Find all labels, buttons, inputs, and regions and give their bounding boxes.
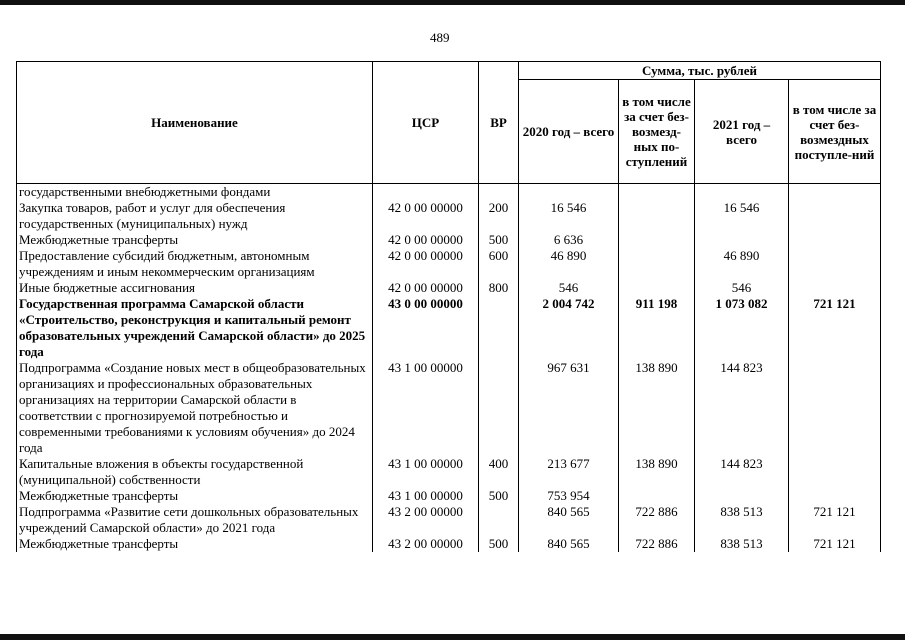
row-csr: 43 1 00 00000: [373, 488, 479, 504]
table-row: [17, 504, 881, 536]
header-csr: ЦСР: [373, 62, 479, 184]
header-2020-total: 2020 год – всего: [519, 80, 619, 184]
row-vr: 400: [479, 456, 519, 488]
row-csr: 42 0 00 00000: [373, 200, 479, 232]
row-2020-free: 138 890: [619, 456, 695, 488]
row-2021-free: [789, 184, 881, 201]
row-2020-total: [519, 184, 619, 201]
row-2020-total: 2 004 742: [519, 296, 619, 360]
row-2020-free: 911 198: [619, 296, 695, 360]
row-2021-free: [789, 456, 881, 488]
row-2020-total: 16 546: [519, 200, 619, 232]
row-csr: 42 0 00 00000: [373, 280, 479, 296]
row-csr: [373, 184, 479, 201]
top-border: [0, 0, 905, 5]
row-csr: 43 0 00 00000: [373, 296, 479, 360]
row-name: Межбюджетные трансферты: [17, 488, 373, 504]
header-2021-total: 2021 год – всего: [695, 80, 789, 184]
table-row: [17, 296, 881, 360]
row-vr: [479, 504, 519, 536]
row-2020-total: 753 954: [519, 488, 619, 504]
row-2021-total: 16 546: [695, 200, 789, 232]
row-2021-total: [695, 184, 789, 201]
row-2020-total: 840 565: [519, 536, 619, 552]
row-2021-total: 838 513: [695, 504, 789, 536]
header-name: Наименование: [17, 62, 373, 184]
row-vr: 500: [479, 232, 519, 248]
row-2021-total: 144 823: [695, 360, 789, 456]
row-2021-free: [789, 488, 881, 504]
row-2020-free: 138 890: [619, 360, 695, 456]
row-name: государственными внебюджетными фондами: [17, 184, 373, 201]
row-2020-free: 722 886: [619, 504, 695, 536]
row-2020-free: [619, 200, 695, 232]
row-2020-total: 840 565: [519, 504, 619, 536]
header-2021-free: в том числе за счет без-возмездных поступле-ний: [789, 80, 881, 184]
row-2020-free: [619, 232, 695, 248]
row-2020-free: [619, 280, 695, 296]
table-body: [17, 184, 881, 553]
table-row: [17, 184, 881, 201]
row-2020-free: [619, 184, 695, 201]
row-name: Предоставление субсидий бюджетным, автономным учреждениям и иным некоммерческим организациям: [17, 248, 373, 280]
table-row: [17, 280, 881, 296]
row-2021-total: 144 823: [695, 456, 789, 488]
row-csr: 42 0 00 00000: [373, 248, 479, 280]
row-csr: 43 1 00 00000: [373, 456, 479, 488]
row-name: Подпрограмма «Создание новых мест в общеобразовательных организациях и профессиональных образовательных организациях на территории Самарской области в соответствии с прогнозируемой потребностью и современными требованиями к условиям обучения» до 2024 года: [17, 360, 373, 456]
table-row: [17, 536, 881, 552]
row-2020-free: [619, 248, 695, 280]
row-2021-total: [695, 488, 789, 504]
bottom-border: [0, 634, 905, 640]
row-2021-total: 546: [695, 280, 789, 296]
row-name: Иные бюджетные ассигнования: [17, 280, 373, 296]
row-2020-total: 546: [519, 280, 619, 296]
row-2021-free: [789, 360, 881, 456]
header-vr: ВР: [479, 62, 519, 184]
row-vr: [479, 184, 519, 201]
table-header: [17, 62, 881, 184]
row-vr: 500: [479, 536, 519, 552]
row-2021-total: [695, 232, 789, 248]
row-2021-total: 838 513: [695, 536, 789, 552]
row-2021-free: 721 121: [789, 536, 881, 552]
row-name: Подпрограмма «Развитие сети дошкольных образовательных учреждений Самарской области» до 2021 года: [17, 504, 373, 536]
row-vr: [479, 296, 519, 360]
row-2020-free: 722 886: [619, 536, 695, 552]
row-2020-total: 213 677: [519, 456, 619, 488]
row-2021-free: [789, 200, 881, 232]
row-name: Межбюджетные трансферты: [17, 232, 373, 248]
row-csr: 43 2 00 00000: [373, 536, 479, 552]
row-2021-free: 721 121: [789, 504, 881, 536]
row-csr: 43 1 00 00000: [373, 360, 479, 456]
row-2020-total: 6 636: [519, 232, 619, 248]
row-name: Капитальные вложения в объекты государственной (муниципальной) собственности: [17, 456, 373, 488]
row-2020-total: 46 890: [519, 248, 619, 280]
table-row: [17, 456, 881, 488]
row-vr: [479, 360, 519, 456]
row-name: Закупка товаров, работ и услуг для обеспечения государственных (муниципальных) нужд: [17, 200, 373, 232]
page-number: 489: [430, 30, 450, 45]
row-name: Государственная программа Самарской области «Строительство, реконструкция и капитальный ремонт образовательных учреждений Самарской области» до 2025 года: [17, 296, 373, 360]
table-row: [17, 200, 881, 232]
row-name: Межбюджетные трансферты: [17, 536, 373, 552]
row-2021-total: 1 073 082: [695, 296, 789, 360]
header-sum-group: Сумма, тыс. рублей: [519, 62, 881, 80]
row-vr: 800: [479, 280, 519, 296]
row-2020-free: [619, 488, 695, 504]
row-2021-free: [789, 248, 881, 280]
row-csr: 43 2 00 00000: [373, 504, 479, 536]
row-vr: 600: [479, 248, 519, 280]
table-row: [17, 232, 881, 248]
row-csr: 42 0 00 00000: [373, 232, 479, 248]
table-row: [17, 248, 881, 280]
table-row: [17, 360, 881, 456]
row-2021-free: 721 121: [789, 296, 881, 360]
table-row: [17, 488, 881, 504]
row-vr: 200: [479, 200, 519, 232]
row-2021-total: 46 890: [695, 248, 789, 280]
row-2020-total: 967 631: [519, 360, 619, 456]
budget-table: [16, 61, 881, 552]
row-2021-free: [789, 232, 881, 248]
header-2020-free: в том числе за счет без-возмезд-ных по-ступлений: [619, 80, 695, 184]
row-2021-free: [789, 280, 881, 296]
row-vr: 500: [479, 488, 519, 504]
